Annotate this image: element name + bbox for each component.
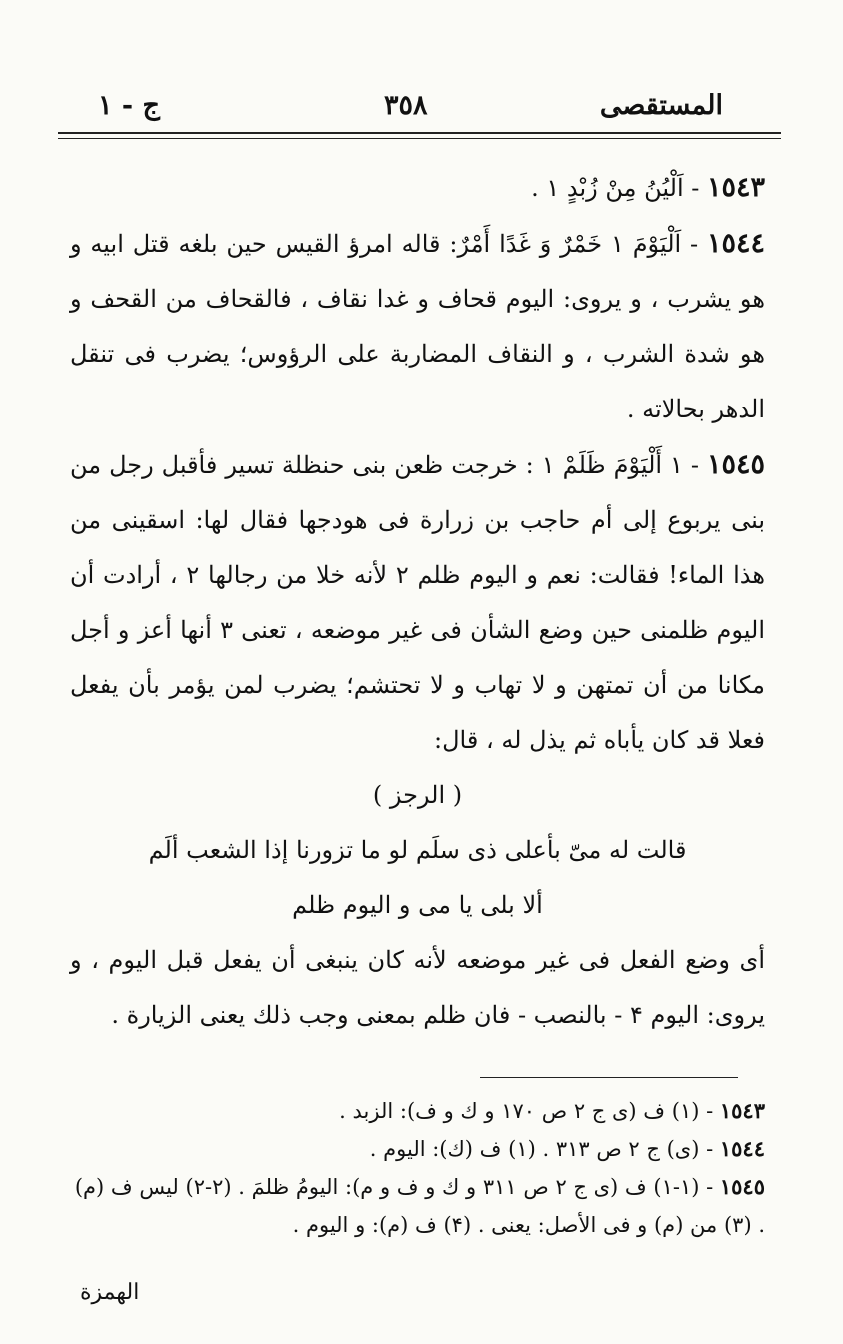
footnote-1543: [62, 1092, 765, 1130]
entry-text: - اَلْيُنُ مِنْ زُبْدٍ ۱ .: [531, 174, 707, 202]
footnote-number: ١٥٤٤: [719, 1136, 765, 1161]
verse-line-1: قالت له مىّ بأعلى ذى سلَم لو ما تزورنا إذا الشعب ألَم: [148, 836, 687, 864]
footnote-1545: [62, 1168, 765, 1244]
footnote-text: - (۱-۱) ف (ى ج ۲ ص ۳۱۱ و ك و ف و م): اليومُ ظلمَ . (۲-۲) ليس ف (م) . (۳) من (م) و فى الأصل: يعنى . (۴) ف (م): و اليوم .: [74, 1175, 765, 1237]
volume-label: ج - ١: [98, 90, 160, 121]
entry-text: - ۱ أَلْيَوْمَ ظَلَمْ ۱ : خرجت ظعن بنى حنظلة تسير فأقبل رجل من بنى يربوع إلى أم حاجب بن زرارة فى هودجها فقال لها: اسقينى من هذا الماء! فقالت: نعم و اليوم ظلم ۲ لأنه خلا من رجالها ۲ ، أرادت أن اليوم ظلمنى حين وضع الشأن فى غير موضعه ، تعنى ۳ أنها أعز و أجل مكانا من أن تمتهن و لا تهاب و لا تحتشم؛ يضرب لمن يؤمر بأن يفعل فعلا قد كان يأباه ثم يذل له ، قال:: [70, 451, 765, 754]
entry-number: ١٥٤٥: [707, 449, 766, 480]
running-title: المستقصى: [599, 90, 723, 121]
entry-1543: [70, 160, 765, 216]
footnote-text: - (۱) ف (ى ج ۲ ص ۱۷۰ و ك و ف): الزبد .: [339, 1099, 720, 1123]
header-rule: [58, 132, 781, 134]
header-rule-thin: [58, 138, 781, 139]
footnote-number: ١٥٤٣: [719, 1098, 765, 1123]
footnotes: [62, 1092, 765, 1244]
page-number: ٣٥٨: [384, 90, 428, 121]
footnote-text: - (ى) ج ۲ ص ۳۱۳ . (۱) ف (ك): اليوم .: [369, 1137, 720, 1161]
footnote-number: ١٥٤٥: [719, 1174, 765, 1199]
footnote-1544: [62, 1130, 765, 1168]
entry-1544: [70, 216, 765, 437]
verse-meter: ( الرجز ): [372, 781, 463, 809]
main-text: [70, 160, 765, 1043]
entry-number: ١٥٤٤: [706, 228, 765, 259]
verse-line-2: ألا بلى يا مى و اليوم ظلم: [292, 891, 543, 919]
verse-commentary: أى وضع الفعل فى غير موضعه لأنه كان ينبغى أن يفعل قبل اليوم ، و يروى: اليوم ۴ - بالنصب - فان ظلم بمعنى وجب ذلك يعنى الزيارة .: [70, 946, 765, 1029]
entry-text: - اَلْيَوْمَ ۱ خَمْرٌ وَ غَدًا أَمْرٌ: قاله امرؤ القيس حين بلغه قتل ابيه و هو يشرب ، و يروى: اليوم قحاف و غدا نقاف ، فالقحاف من القحف و هو شدة الشرب ، و النقاف المضاربة على الرؤوس؛ يضرب فى تنقل الدهر بحالاته .: [70, 230, 765, 423]
footnote-rule: [480, 1077, 738, 1078]
catchword: الهمزة: [80, 1280, 140, 1305]
entry-number: ١٥٤٣: [706, 172, 765, 203]
entry-1545: [70, 437, 765, 768]
